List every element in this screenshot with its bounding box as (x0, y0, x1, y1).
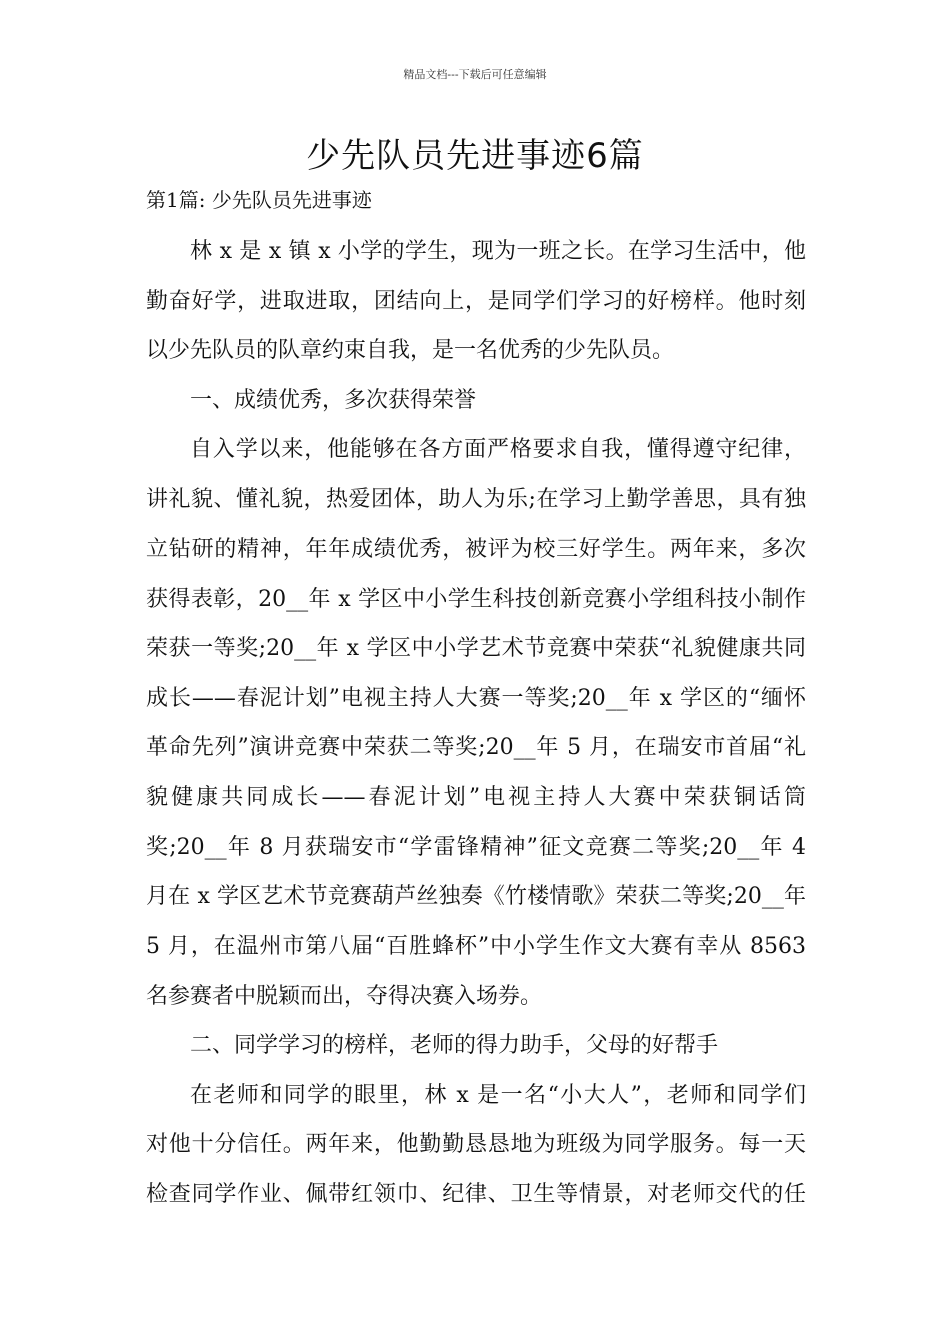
paragraph-line: 勤奋好学，进取进取，团结向上，是同学们学习的好榜样。他时刻 (146, 289, 806, 314)
paragraph-line: 成长——春泥计划”电视主持人大赛一等奖;20__年 x 学区的“缅怀 (146, 686, 806, 711)
paragraph-line: 奖;20__年 8 月获瑞安市“学雷锋精神”征文竞赛二等奖;20__年 4 (146, 835, 806, 860)
paragraph-line: 革命先列”演讲竞赛中荣获二等奖;20__年 5 月，在瑞安市首届“礼 (146, 735, 806, 760)
document-title: 少先队员先进事迹6篇 (306, 136, 644, 176)
paragraph-line: 荣获一等奖;20__年 x 学区中小学艺术节竞赛中荣获“礼貌健康共同 (146, 636, 806, 661)
chapter-heading: 第1篇: 少先队员先进事迹 (146, 188, 372, 212)
paragraph-line: 以少先队员的队章约束自我，是一名优秀的少先队员。 (146, 338, 675, 363)
paragraph-line: 貌健康共同成长——春泥计划”电视主持人大赛中荣获铜话筒 (146, 785, 806, 810)
paragraph-line: 讲礼貌、懂礼貌，热爱团体，助人为乐;在学习上勤学善思，具有独 (146, 487, 806, 512)
paragraph-line: 月在 x 学区艺术节竞赛葫芦丝独奏《竹楼情歌》荣获二等奖;20__年 (146, 884, 806, 909)
paragraph-line: 自入学以来，他能够在各方面严格要求自我，懂得遵守纪律， (190, 437, 806, 462)
paragraph-line: 林 x 是 x 镇 x 小学的学生，现为一班之长。在学习生活中，他 (190, 239, 806, 264)
paragraph-line: 名参赛者中脱颖而出，夺得决赛入场券。 (146, 984, 543, 1009)
paragraph-line: 对他十分信任。两年来，他勤勤恳恳地为班级为同学服务。每一天 (146, 1132, 806, 1157)
paragraph-line: 5 月，在温州市第八届“百胜蜂杯”中小学生作文大赛有幸从 8563 (146, 934, 806, 959)
paragraph-line: 检查同学作业、佩带红领巾、纪律、卫生等情景，对老师交代的任 (146, 1182, 806, 1207)
page-header: 精品文档---下载后可任意编辑 (403, 68, 547, 81)
paragraph-line: 获得表彰，20__年 x 学区中小学生科技创新竞赛小学组科技小制作 (146, 587, 806, 612)
section-heading: 一、成绩优秀，多次获得荣誉 (190, 388, 477, 413)
section-heading: 二、同学学习的榜样，老师的得力助手，父母的好帮手 (190, 1033, 719, 1058)
paragraph-line: 在老师和同学的眼里，林 x 是一名“小大人”，老师和同学们 (190, 1083, 806, 1108)
paragraph-line: 立钻研的精神，年年成绩优秀，被评为校三好学生。两年来，多次 (146, 537, 806, 562)
